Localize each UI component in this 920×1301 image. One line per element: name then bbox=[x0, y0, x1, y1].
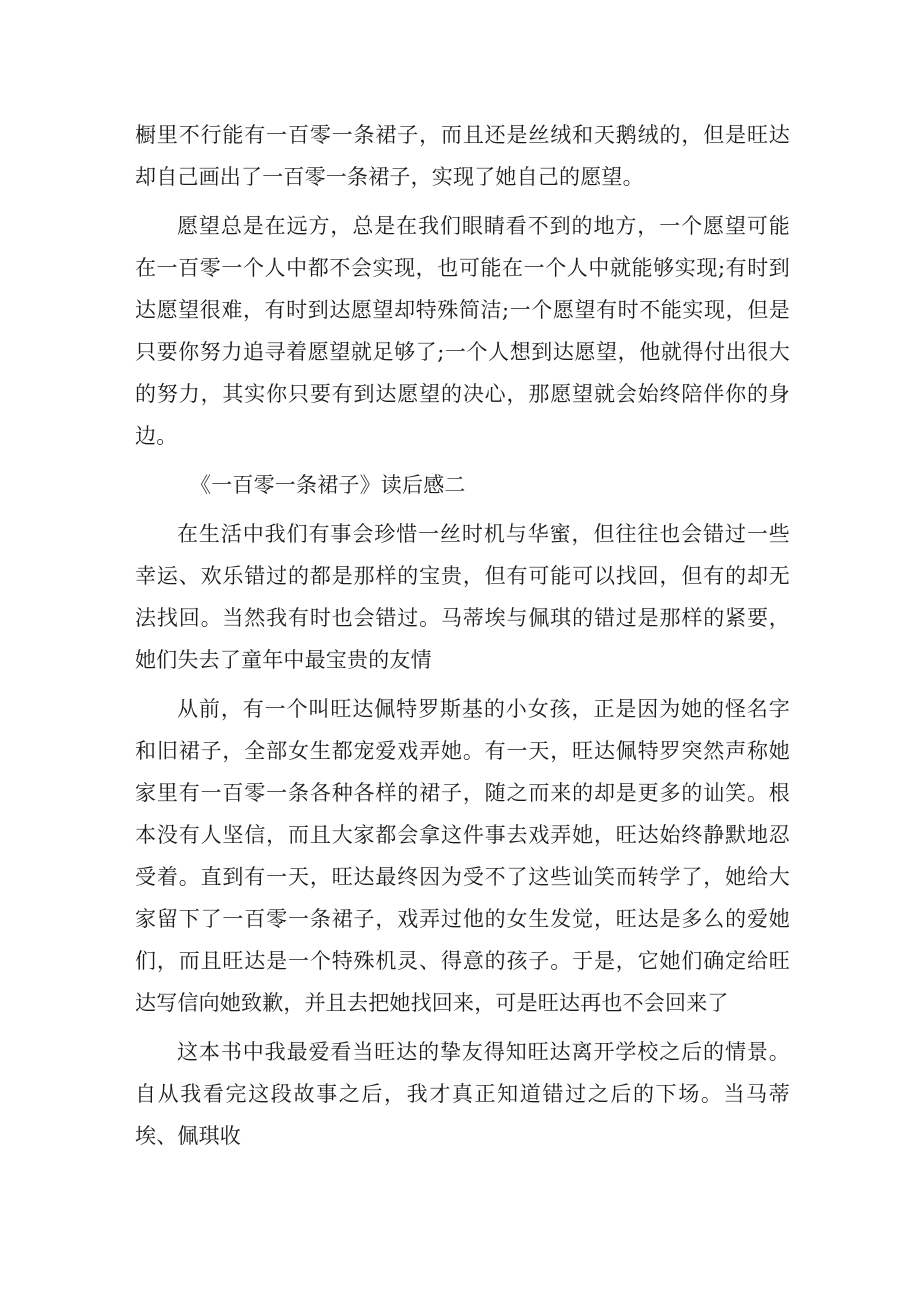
section-heading: 《一百零一条裙子》读后感二 bbox=[190, 473, 466, 497]
paragraph-story: 从前，有一个叫旺达佩特罗斯基的小女孩，正是因为她的怪名字和旧裙子，全部女生都宠爱戏弄她。有一天，旺达佩特罗突然声称她家里有一百零一条各种各样的裙子，随之而来的却是更多的讪笑。根本没有人坚信，而且大家都会拿这件事去戏弄她，旺达始终静默地忍受着。直到有一天，旺达最终因为受不了这些讪笑而转学了，她给大家留下了一百零一条裙子，戏弄过他的女生发觉，旺达是多么的爱她们，而且旺达是一个特殊机灵、得意的孩子。于是，它她们确定给旺达写信向她致歉，并且去把她找回来，可是旺达再也不会回来了 bbox=[135, 697, 790, 1015]
document-body bbox=[135, 114, 790, 1164]
paragraph-wishes: 愿望总是在远方，总是在我们眼睛看不到的地方，一个愿望可能在一百零一个人中都不会实现，也可能在一个人中就能够实现;有时到达愿望很难，有时到达愿望却特殊简洁;一个愿望有时不能实现，但是只要你努力追寻着愿望就足够了;一个人想到达愿望，他就得付出很大的努力，其实你只要有到达愿望的决心，那愿望就会始终陪伴你的身边。 bbox=[135, 214, 790, 448]
paragraph-favorite: 这本书中我最爱看当旺达的挚友得知旺达离开学校之后的情景。自从我看完这段故事之后，我才真正知道错过之后的下场。当马蒂埃、佩琪收 bbox=[135, 1040, 790, 1148]
paragraph-continued: 橱里不行能有一百零一条裙子，而且还是丝绒和天鹅绒的，但是旺达却自己画出了一百零一条裙子，实现了她自己的愿望。 bbox=[135, 123, 790, 189]
paragraph-missing: 在生活中我们有事会珍惜一丝时机与华蜜，但往往也会错过一些幸运、欢乐错过的都是那样的宝贵，但有可能可以找回，但有的却无法找回。当然我有时也会错过。马蒂埃与佩琪的错过是那样的紧要，她们失去了童年中最宝贵的友情 bbox=[135, 522, 790, 672]
